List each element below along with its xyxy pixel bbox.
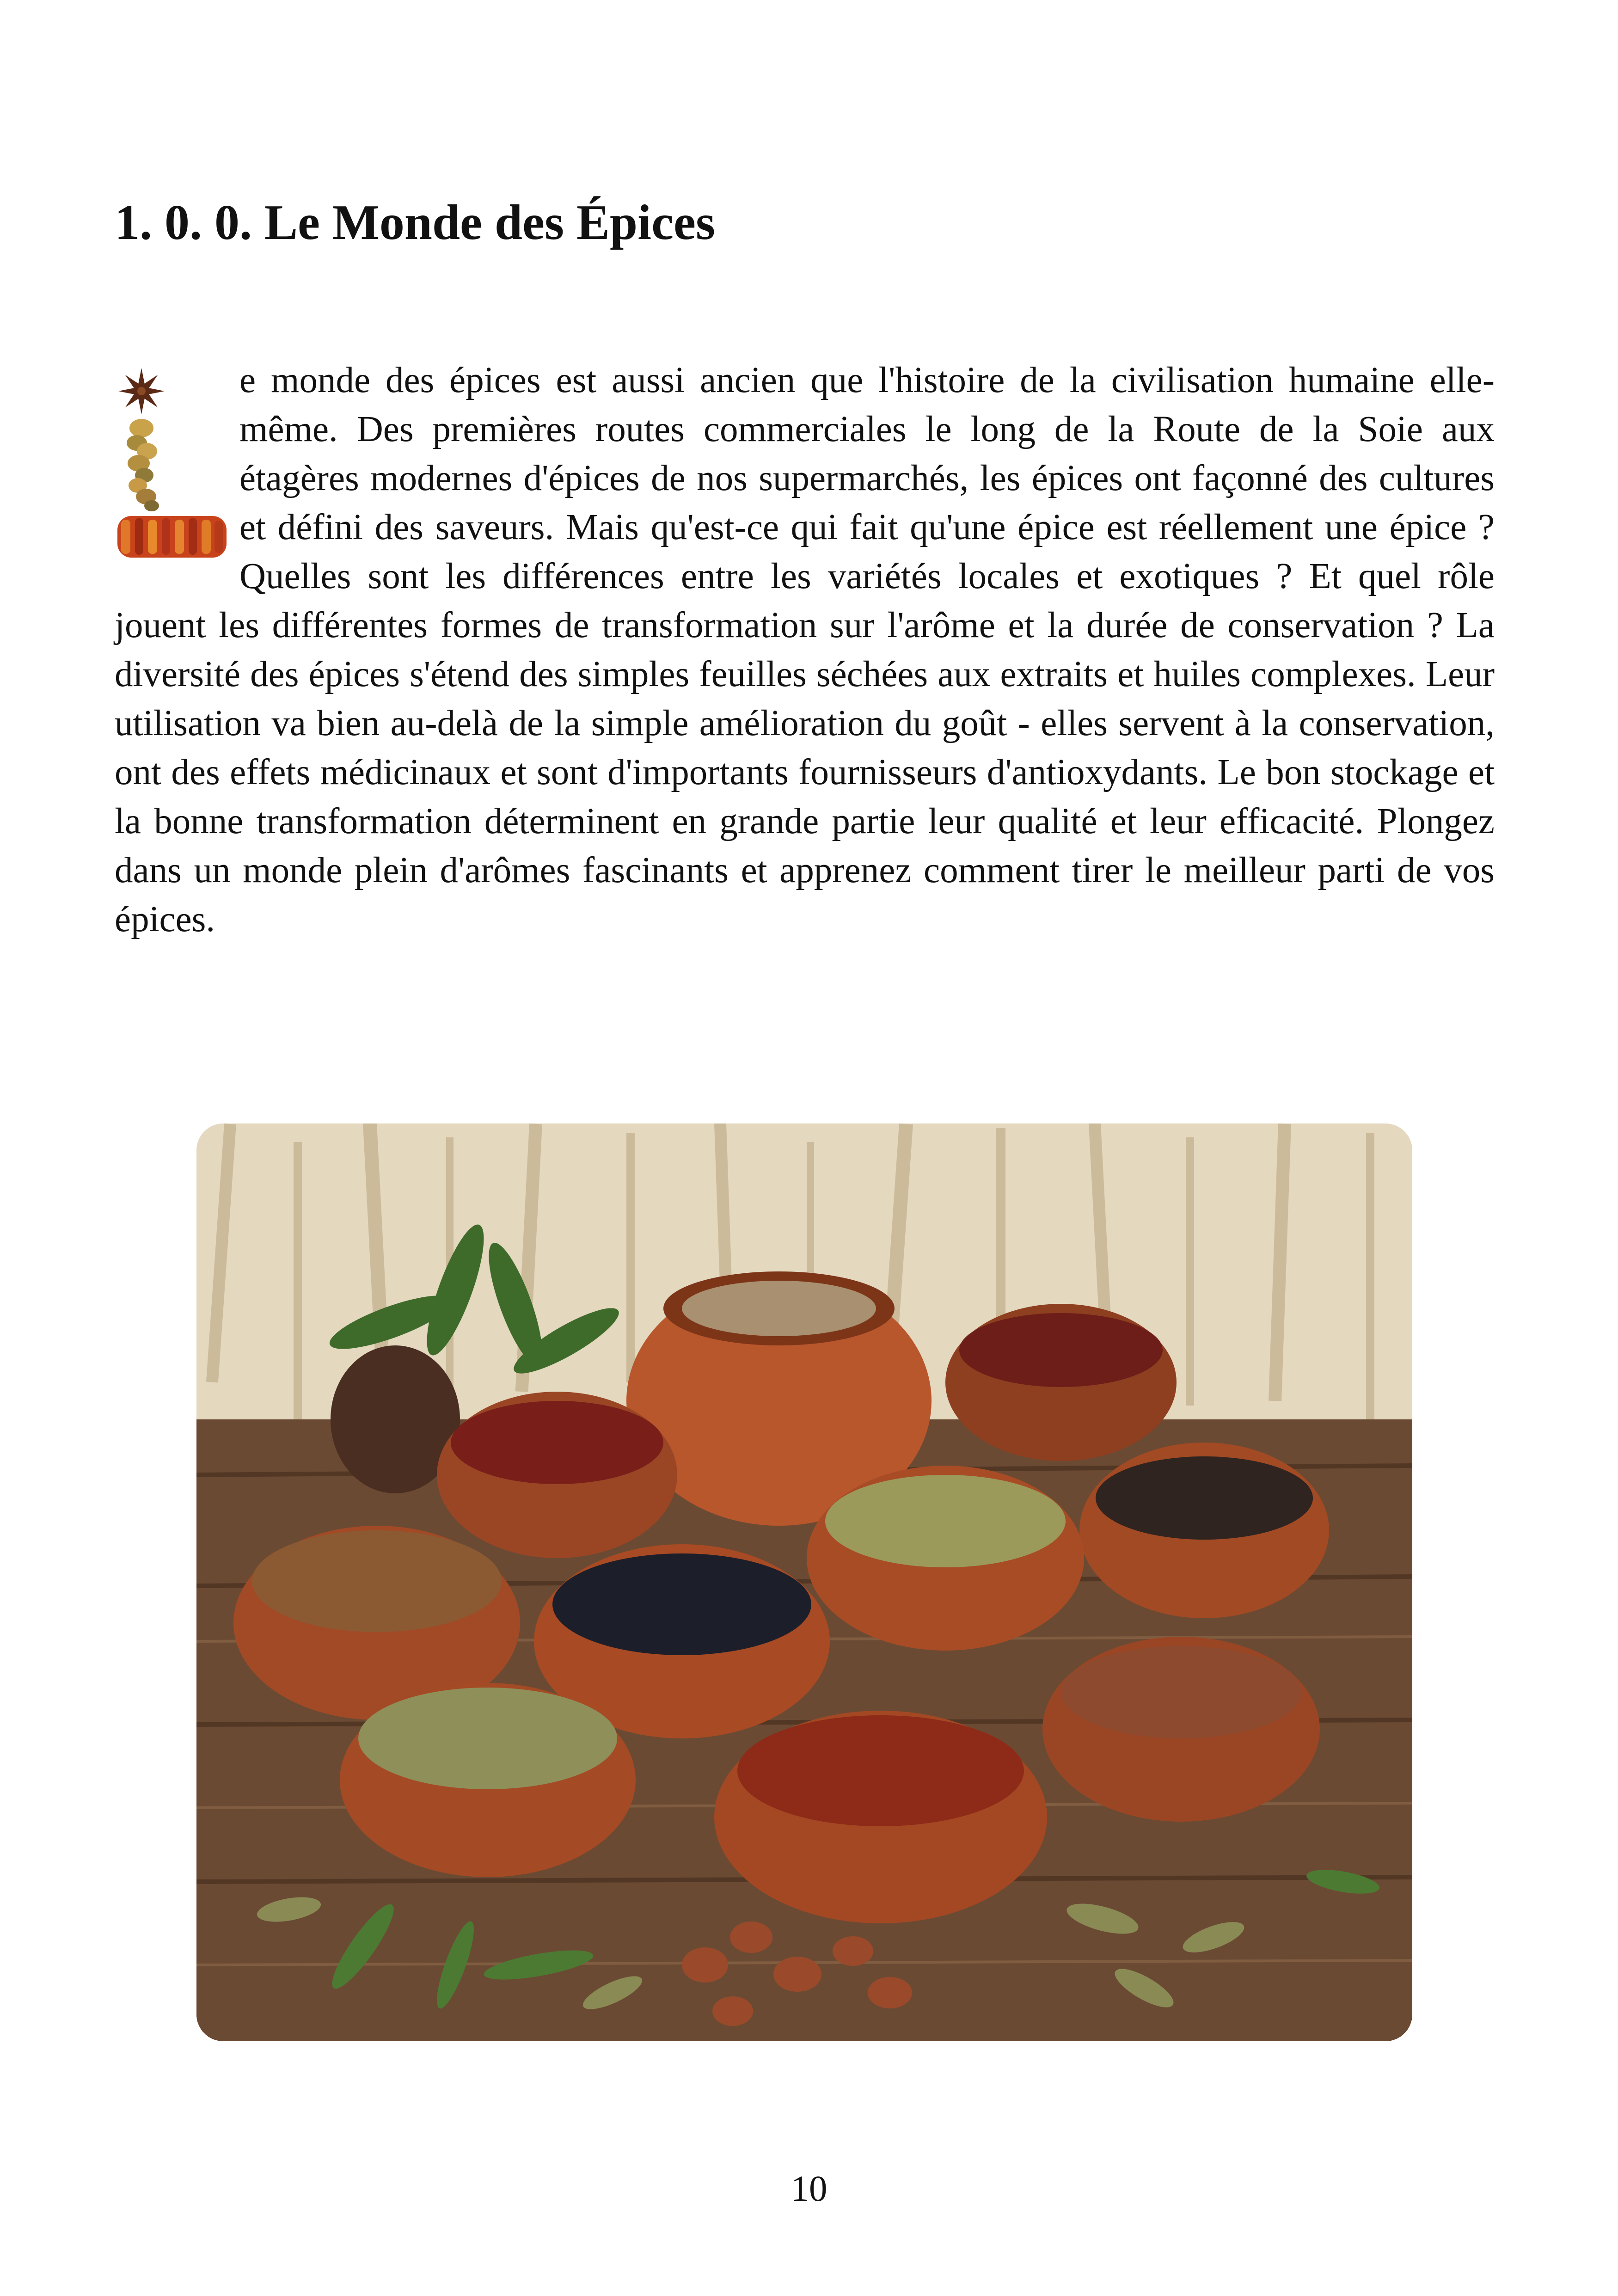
page-number: 10: [791, 2169, 827, 2209]
spice-dropcap-letter: [115, 364, 230, 563]
star-anise-icon: [118, 368, 165, 414]
seed-stack-icon: [127, 419, 159, 511]
body-text-block: [115, 356, 1495, 944]
spice-bowls-illustration: [196, 1123, 1412, 2041]
section-heading: 1. 0. 0. Le Monde des Épices: [115, 195, 716, 250]
chili-strands-icon: [117, 516, 227, 558]
intro-paragraph: e monde des épices est aussi ancien que l'histoire de la civilisation humaine elle-même. Des premières routes commerciales le long de la Route de la Soie aux étagères modernes d'épices de nos supermarchés, les épices ont façonné des cultures et défini des saveurs. Mais qu'est-ce qui fait qu'une épice est réellement une épice ? Quelles sont les différences entre les variétés locales et exotiques ? Et quel rôle jouent les différentes formes de transformation sur l'arôme et la durée de conservation ? La diversité des épices s'étend des simples feuilles séchées aux extraits et huiles complexes. Leur utilisation va bien au-delà de la simple amélioration du goût - elles servent à la conservation, ont des effets médicinaux et sont d'importants fournisseurs d'antioxydants. Le bon stockage et la bonne transformation déterminent en grande partie leur qualité et leur efficacité. Plongez dans un monde plein d'arômes fascinants et apprenez comment tirer le meilleur parti de vos épices.: [115, 360, 1495, 939]
